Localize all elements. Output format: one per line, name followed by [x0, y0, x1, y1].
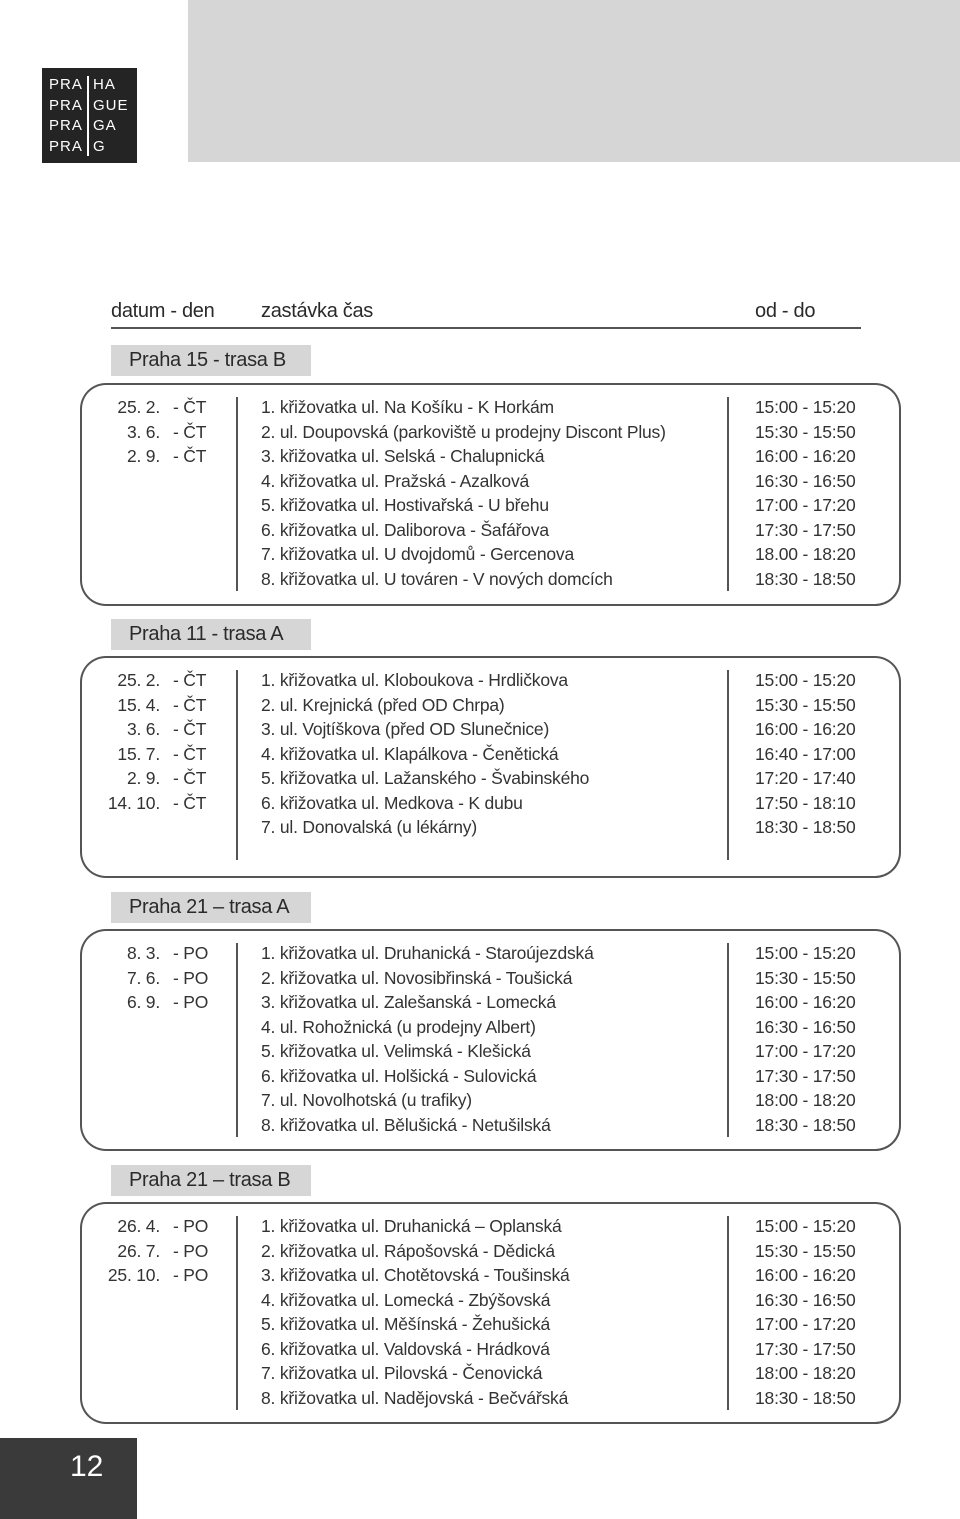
stop-time: 17:20 - 17:40 [755, 768, 856, 788]
stop-name: 2. ul. Krejnická (před OD Chrpa) [261, 694, 505, 715]
stop-time: 18.00 - 18:20 [755, 544, 856, 564]
stop-name: 7. ul. Novolhotská (u trafiky) [261, 1090, 472, 1110]
day-of-week: - ČT [173, 670, 207, 690]
stop-time: 18:30 - 18:50 [755, 1114, 856, 1135]
stop-time: 16:00 - 16:20 [755, 446, 856, 466]
stop-row [0, 1088, 960, 1112]
stop-time: 15:00 - 15:20 [755, 670, 856, 690]
stop-name: 4. křižovatka ul. Lomecká - Zbýšovská [261, 1289, 551, 1310]
stop-row [0, 1312, 960, 1336]
date-value: 25. 2. [117, 397, 160, 417]
stop-row [0, 1214, 960, 1238]
stop-name: 1. křižovatka ul. Druhanická - Staroújezdská [261, 943, 594, 963]
day-of-week: - ČT [173, 694, 207, 715]
stop-row [0, 941, 960, 965]
stop-name: 1. křižovatka ul. Na Košíku - K Horkám [261, 397, 554, 417]
stop-row [0, 542, 960, 566]
stop-name: 2. křižovatka ul. Rápošovská - Dědická [261, 1240, 555, 1261]
stop-name: 4. křižovatka ul. Pražská - Azalková [261, 470, 530, 491]
stop-time: 17:00 - 17:20 [755, 1041, 856, 1061]
stop-row [0, 1064, 960, 1088]
stop-row [0, 717, 960, 741]
stop-time: 16:40 - 17:00 [755, 743, 856, 764]
stop-name: 3. křižovatka ul. Chotětovská - Toušinská [261, 1265, 570, 1285]
stop-row [0, 1263, 960, 1287]
stop-time: 16:00 - 16:20 [755, 719, 856, 739]
stop-row [0, 1361, 960, 1385]
day-of-week: - PO [173, 1216, 209, 1236]
praha-logo [42, 68, 137, 163]
date-value: 26. 7. [117, 1240, 160, 1261]
stop-time: 17:50 - 18:10 [755, 792, 856, 813]
stop-name: 8. křižovatka ul. Bělušická - Netušilská [261, 1114, 551, 1135]
stop-time: 16:00 - 16:20 [755, 1265, 856, 1285]
stop-time: 16:30 - 16:50 [755, 1016, 856, 1037]
day-of-week: - ČT [173, 446, 207, 466]
stop-row [0, 518, 960, 542]
stop-time: 17:00 - 17:20 [755, 1314, 856, 1334]
date-value: 25. 10. [107, 1265, 160, 1285]
date-value: 15. 7. [117, 743, 160, 764]
stop-name: 7. křižovatka ul. U dvojdomů - Gercenova [261, 544, 574, 564]
stop-time: 15:30 - 15:50 [755, 1240, 856, 1261]
stop-name: 5. křižovatka ul. Hostivařská - U břehu [261, 495, 549, 515]
date-value: 26. 4. [117, 1216, 160, 1236]
date-value: 25. 2. [117, 670, 160, 690]
stop-time: 15:30 - 15:50 [755, 694, 856, 715]
day-of-week: - PO [173, 992, 209, 1012]
stop-row [0, 693, 960, 717]
stop-row [0, 1337, 960, 1361]
stop-time: 18:00 - 18:20 [755, 1090, 856, 1110]
section-frame-top [111, 383, 849, 385]
stop-name: 7. ul. Donovalská (u lékárny) [261, 817, 477, 837]
stop-row [0, 1386, 960, 1410]
stop-row [0, 990, 960, 1014]
column-header-date: datum - den [111, 300, 215, 322]
stop-time: 15:30 - 15:50 [755, 421, 856, 442]
logo-text: PRA [49, 117, 83, 134]
column-header-time: od - do [755, 300, 816, 322]
stop-row [0, 1239, 960, 1263]
date-value: 3. 6. [126, 719, 160, 739]
section-frame-top [111, 1202, 849, 1204]
logo-text: HA [93, 76, 116, 93]
section-title: Praha 21 – trasa B [111, 1165, 311, 1196]
header-band [188, 0, 960, 162]
logo-text: PRA [49, 137, 83, 155]
stop-time: 17:00 - 17:20 [755, 495, 856, 515]
stop-name: 7. křižovatka ul. Pilovská - Čenovická [261, 1363, 543, 1383]
day-of-week: - ČT [173, 792, 207, 813]
stop-time: 15:00 - 15:20 [755, 943, 856, 963]
date-value: 3. 6. [126, 421, 160, 442]
stop-name: 5. křižovatka ul. Měšínská - Žehušická [261, 1314, 551, 1334]
column-header-stop: zastávka čas [261, 300, 374, 322]
day-of-week: - PO [173, 1240, 209, 1261]
stop-name: 1. křižovatka ul. Kloboukova - Hrdličkova [261, 670, 568, 690]
logo-left-column [49, 75, 83, 157]
stop-name: 3. křižovatka ul. Zalešanská - Lomecká [261, 992, 556, 1012]
stop-time: 18:30 - 18:50 [755, 1387, 856, 1408]
stop-row [0, 1113, 960, 1137]
stop-name: 8. křižovatka ul. Nadějovská - Bečvářská [261, 1387, 569, 1408]
date-value: 6. 9. [126, 992, 160, 1012]
section-frame-top [111, 929, 849, 931]
stop-name: 5. křižovatka ul. Lažanského - Švabinského [261, 768, 590, 788]
day-of-week: - PO [173, 1265, 209, 1285]
day-of-week: - ČT [173, 743, 207, 764]
stop-time: 15:00 - 15:20 [755, 397, 856, 417]
stop-row [0, 395, 960, 419]
day-of-week: - ČT [173, 397, 207, 417]
stop-row [0, 815, 960, 839]
stop-name: 2. křižovatka ul. Novosibřinská - Toušická [261, 967, 573, 988]
stop-name: 5. křižovatka ul. Velimská - Klešická [261, 1041, 531, 1061]
stop-name: 3. ul. Vojtíškova (před OD Slunečnice) [261, 719, 550, 739]
stop-row [0, 444, 960, 468]
stop-time: 17:30 - 17:50 [755, 519, 856, 540]
stop-name: 4. ul. Rohožnická (u prodejny Albert) [261, 1016, 536, 1037]
stop-name: 8. křižovatka ul. U továren - V nových domcích [261, 568, 613, 589]
stop-row [0, 742, 960, 766]
page-number: 12 [70, 1450, 104, 1483]
logo-text: GA [93, 117, 117, 134]
stop-time: 18:00 - 18:20 [755, 1363, 856, 1383]
stop-time: 16:30 - 16:50 [755, 1289, 856, 1310]
date-value: 7. 6. [126, 967, 160, 988]
section-title: Praha 21 – trasa A [111, 892, 311, 923]
stop-row [0, 567, 960, 591]
stop-row [0, 1039, 960, 1063]
header-rule [111, 327, 861, 329]
date-value: 2. 9. [126, 446, 160, 466]
section-title: Praha 11 - trasa A [111, 619, 311, 650]
stop-row [0, 966, 960, 990]
day-of-week: - ČT [173, 421, 207, 442]
stop-row [0, 668, 960, 692]
date-value: 14. 10. [107, 792, 160, 813]
stop-name: 2. ul. Doupovská (parkoviště u prodejny Discont Plus) [261, 421, 666, 442]
day-of-week: - ČT [173, 768, 207, 788]
section-title: Praha 15 - trasa B [111, 345, 311, 376]
stop-row [0, 1288, 960, 1312]
date-value: 2. 9. [126, 768, 160, 788]
date-value: 15. 4. [117, 694, 160, 715]
stop-row [0, 469, 960, 493]
stop-time: 16:00 - 16:20 [755, 992, 856, 1012]
stop-row [0, 420, 960, 444]
stop-name: 6. křižovatka ul. Holšická - Sulovická [261, 1065, 537, 1086]
stop-row [0, 791, 960, 815]
stop-row [0, 1015, 960, 1039]
stop-row [0, 493, 960, 517]
stop-time: 17:30 - 17:50 [755, 1065, 856, 1086]
stop-time: 16:30 - 16:50 [755, 470, 856, 491]
stop-name: 6. křižovatka ul. Valdovská - Hrádková [261, 1338, 550, 1359]
logo-divider [87, 76, 89, 156]
section-frame-top [111, 656, 849, 658]
stop-row [0, 766, 960, 790]
day-of-week: - PO [173, 943, 209, 963]
stop-time: 15:00 - 15:20 [755, 1216, 856, 1236]
logo-right-column [93, 75, 129, 157]
logo-text: GUE [93, 96, 129, 114]
logo-text: G [93, 137, 106, 155]
stop-time: 17:30 - 17:50 [755, 1338, 856, 1359]
stop-name: 1. křižovatka ul. Druhanická – Oplanská [261, 1216, 562, 1236]
date-value: 8. 3. [126, 943, 160, 963]
stop-time: 15:30 - 15:50 [755, 967, 856, 988]
logo-text: PRA [49, 76, 83, 93]
stop-name: 6. křižovatka ul. Medkova - K dubu [261, 792, 523, 813]
stop-name: 6. křižovatka ul. Daliborova - Šafářova [261, 519, 549, 540]
day-of-week: - PO [173, 967, 209, 988]
logo-text: PRA [49, 96, 83, 114]
stop-name: 4. křižovatka ul. Klapálkova - Čenětická [261, 743, 559, 764]
stop-name: 3. křižovatka ul. Selská - Chalupnická [261, 446, 545, 466]
stop-time: 18:30 - 18:50 [755, 568, 856, 589]
day-of-week: - ČT [173, 719, 207, 739]
stop-time: 18:30 - 18:50 [755, 817, 856, 837]
